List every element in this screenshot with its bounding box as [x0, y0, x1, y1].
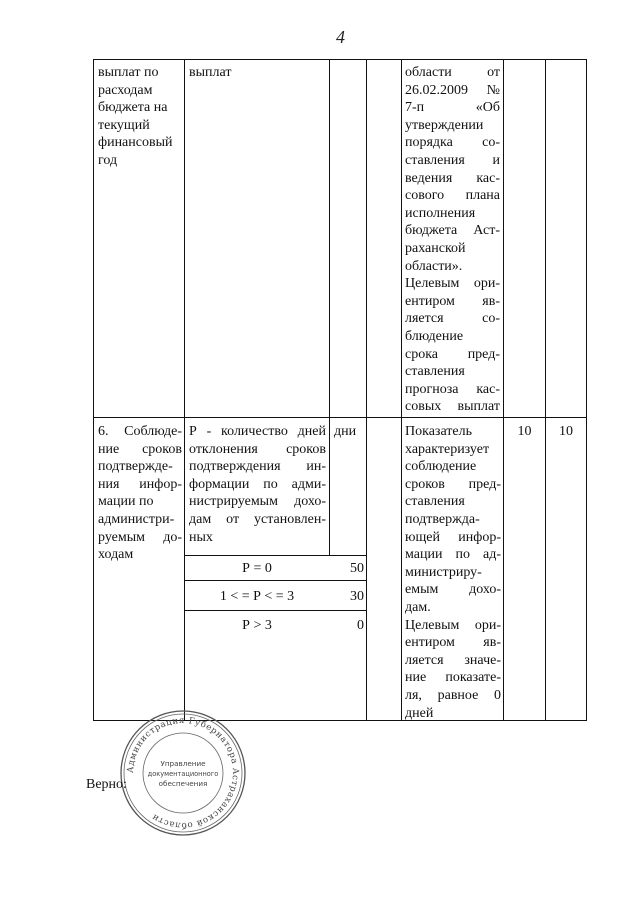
row6-weight: 10: [517, 424, 532, 439]
condition-formula: Р > 3: [242, 618, 272, 633]
cont-formula: выплат: [189, 65, 232, 80]
condition-score: 0: [357, 618, 364, 633]
row6-unit: дни: [334, 424, 357, 439]
condition-formula: Р = 0: [242, 561, 272, 576]
condition-score: 30: [350, 589, 364, 604]
row6-comment: Показатель характеризует соблюдение сроков пред- ставления подтвержда- ющей инфор- мации по ад- министриру- емым дохо- дам. Целевым ори- ентиром яв- ляется значе- ние показате- ля, равное 0 дней: [405, 424, 501, 721]
condition-formula: 1 < = Р < = 3: [219, 589, 295, 604]
official-stamp: [118, 708, 248, 838]
svg-text:Управление: Управление: [160, 759, 206, 768]
row6-formula: Р - количество дней отклонения сроков подтверждения ин- формации по адми- нистрируемым дохо- дам от установлен- ных: [189, 424, 326, 545]
condition-score: 50: [350, 561, 364, 576]
row6-indicator-name: 6. Соблюде- ние сроков подтвержде- ния инфор- мации по администри- руемым до- ходам: [98, 424, 182, 563]
cont-indicator-name: выплат по расходам бюджета на текущий финансовый год: [98, 65, 173, 168]
svg-text:обеспечения: обеспечения: [158, 779, 208, 788]
signature-label: Верно:: [86, 777, 127, 792]
svg-text:документационного: документационного: [147, 770, 219, 778]
page-number: 4: [336, 27, 345, 47]
svg-text:Администрация Губернатора Астр: Администрация Губернатора Астраханской области: [125, 715, 241, 831]
cont-comment: области от 26.02.2009 № 7-п «Об утверждении порядка со- ставления и ведения кас- сового плана исполнения бюджета Аст- раханской области». Целевым ори- ентиром яв- ляется со- блюдение срока пред- ставления прогноза кас- совых выплат: [405, 65, 500, 415]
row6-max: 10: [559, 424, 573, 439]
